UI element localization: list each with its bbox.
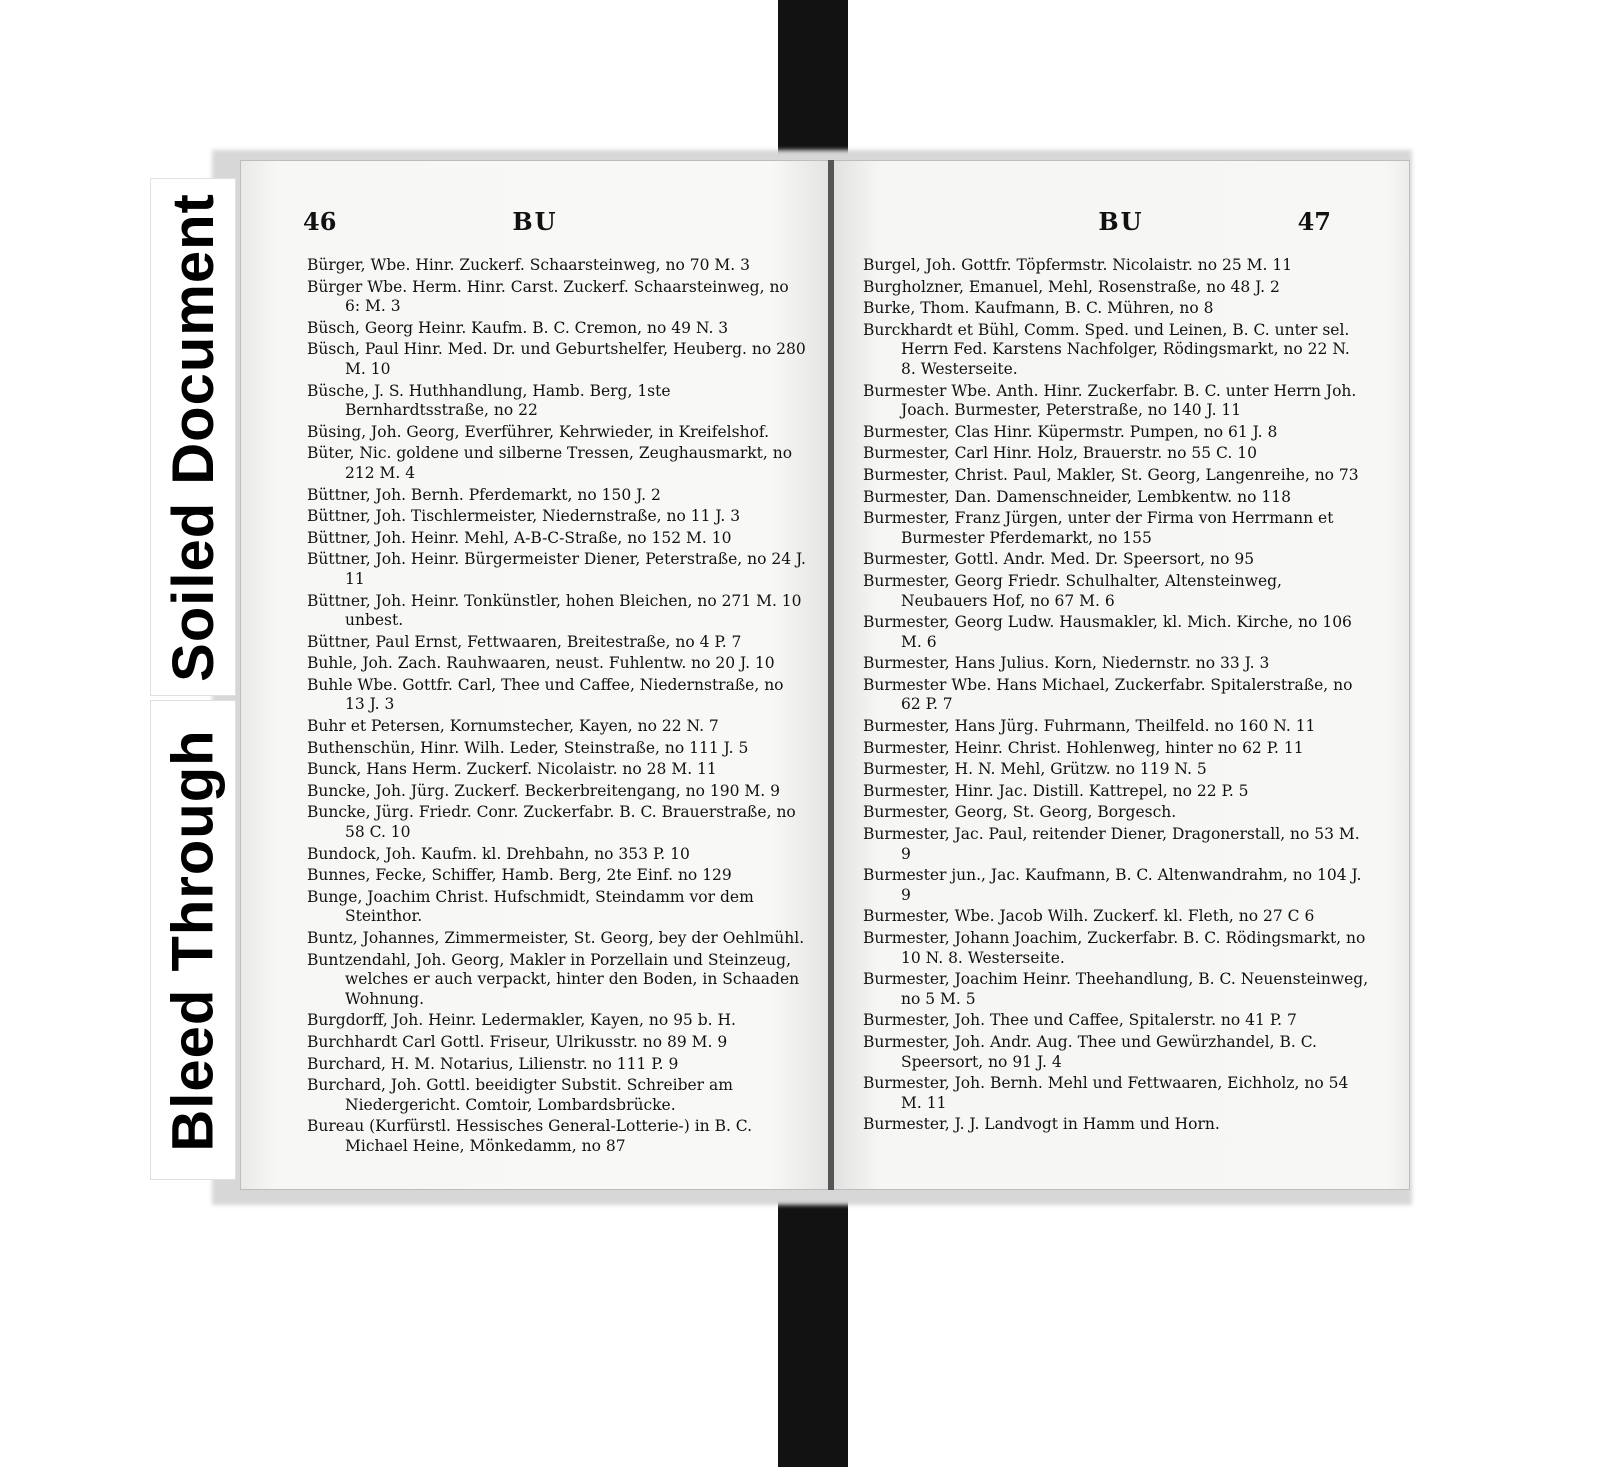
directory-entry: Burmester, Hans Julius. Korn, Niedernstr. no 33 J. 3 — [863, 654, 1270, 673]
directory-entry: Buthenschün, Hinr. Wilh. Leder, Steinstraße, no 111 J. 5 — [307, 738, 749, 757]
directory-entry: Büsing, Joh. Georg, Everführer, Kehrwieder, in Kreifelshof. — [307, 422, 770, 441]
directory-entry: Bundock, Joh. Kaufm. kl. Drehbahn, no 353 P. 10 — [307, 844, 690, 863]
directory-entry: Burmester, Carl Hinr. Holz, Brauerstr. no 55 C. 10 — [863, 444, 1257, 463]
right-directory-list — [863, 256, 1369, 1137]
directory-entry: Burmester, Georg Friedr. Schulhalter, Altensteinweg, Neubauers Hof, no 67 M. 6 — [863, 571, 1282, 610]
directory-entry: Büttner, Joh. Tischlermeister, Niedernstraße, no 11 J. 3 — [307, 507, 741, 526]
directory-entry: Buncke, Jürg. Friedr. Conr. Zuckerfabr. B. C. Brauerstraße, no 58 C. 10 — [307, 803, 796, 842]
directory-entry: Burchard, Joh. Gottl. beeidigter Substit. Schreiber am Niedergericht. Comtoir, Lombardsbrücke. — [307, 1076, 733, 1114]
directory-entry: Burmester Wbe. Hans Michael, Zuckerfabr. Spitalerstraße, no 62 P. 7 — [863, 675, 1353, 714]
bleed-through-label — [150, 700, 236, 1180]
book-gutter — [828, 160, 834, 1190]
right-page-header — [833, 207, 1409, 247]
directory-entry: Bunnes, Fecke, Schiffer, Hamb. Berg, 2te Einf. no 129 — [307, 866, 732, 885]
directory-entry: Burmester, Joh. Thee und Caffee, Spitalerstr. no 41 P. 7 — [863, 1011, 1297, 1030]
directory-entry: Burmester, H. N. Mehl, Grützw. no 119 N. 5 — [863, 760, 1207, 779]
directory-entry: Büttner, Joh. Heinr. Tonkünstler, hohen Bleichen, no 271 M. 10 unbest. — [307, 591, 802, 630]
directory-entry: Büttner, Joh. Heinr. Mehl, A-B-C-Straße, no 152 M. 10 — [307, 528, 732, 547]
directory-entry: Büsche, J. S. Huthhandlung, Hamb. Berg, 1ste Bernhardtsstraße, no 22 — [307, 381, 671, 420]
directory-entry: Burmester, Jac. Paul, reitender Diener, Dragonerstall, no 53 M. 9 — [863, 825, 1360, 863]
directory-entry: Burmester, Hans Jürg. Fuhrmann, Theilfeld. no 160 N. 11 — [863, 717, 1316, 736]
soiled-document-text: Soiled Document — [160, 192, 226, 682]
left-directory-list — [307, 256, 807, 1159]
directory-entry: Burke, Thom. Kaufmann, B. C. Mühren, no 8 — [863, 299, 1214, 318]
directory-entry: Bürger Wbe. Herm. Hinr. Carst. Zuckerf. Schaarsteinweg, no 6: M. 3 — [307, 277, 789, 316]
directory-entry: Burmester, Georg, St. Georg, Borgesch. — [863, 803, 1177, 822]
right-running-head: BU — [1098, 207, 1144, 236]
directory-entry: Burmester Wbe. Anth. Hinr. Zuckerfabr. B. C. unter Herrn Joh. Joach. Burmester, Peterstraße, no 140 J. 11 — [863, 381, 1357, 420]
left-page — [240, 160, 830, 1190]
directory-entry: Burmester, J. J. Landvogt in Hamm und Horn. — [863, 1115, 1220, 1134]
left-page-header — [241, 207, 829, 247]
directory-entry: Burmester, Joh. Bernh. Mehl und Fettwaaren, Eichholz, no 54 M. 11 — [863, 1074, 1349, 1112]
directory-entry: Buhle, Joh. Zach. Rauhwaaren, neust. Fuhlentw. no 20 J. 10 — [307, 654, 775, 673]
binding-strip-bottom — [778, 1195, 848, 1467]
directory-entry: Buhle Wbe. Gottfr. Carl, Thee und Caffee, Niedernstraße, no 13 J. 3 — [307, 675, 784, 714]
soiled-document-label — [150, 178, 236, 696]
directory-entry: Bureau (Kurfürstl. Hessisches General-Lotterie-) in B. C. Michael Heine, Mönkedamm, no 87 — [307, 1117, 753, 1155]
directory-entry: Burmester, Wbe. Jacob Wilh. Zuckerf. kl. Fleth, no 27 C 6 — [863, 907, 1315, 926]
directory-entry: Büsch, Paul Hinr. Med. Dr. und Geburtshelfer, Heuberg. no 280 M. 10 — [307, 340, 806, 378]
directory-entry: Büttner, Paul Ernst, Fettwaaren, Breitestraße, no 4 P. 7 — [307, 632, 742, 651]
directory-entry: Büsch, Georg Heinr. Kaufm. B. C. Cremon, no 49 N. 3 — [307, 318, 729, 337]
directory-entry: Burmester, Dan. Damenschneider, Lembkentw. no 118 — [863, 487, 1291, 506]
directory-entry: Buntz, Johannes, Zimmermeister, St. Georg, bey der Oehlmühl. — [307, 929, 805, 947]
directory-entry: Burmester, Heinr. Christ. Hohlenweg, hinter no 62 P. 11 — [863, 738, 1304, 757]
right-page-number: 47 — [1297, 207, 1331, 236]
directory-entry: Burmester, Franz Jürgen, unter der Firma von Herrmann et Burmester Pferdemarkt, no 155 — [863, 509, 1334, 547]
left-page-number: 46 — [303, 207, 337, 236]
right-page — [832, 160, 1410, 1190]
directory-entry: Büter, Nic. goldene und silberne Tressen, Zeughausmarkt, no 212 M. 4 — [307, 444, 793, 482]
directory-entry: Burgdorff, Joh. Heinr. Ledermakler, Kayen, no 95 b. H. — [307, 1011, 736, 1030]
bleed-through-text: Bleed Through — [160, 728, 226, 1152]
directory-entry: Buncke, Joh. Jürg. Zuckerf. Beckerbreitengang, no 190 M. 9 — [307, 781, 780, 800]
directory-entry: Burmester, Joachim Heinr. Theehandlung, B. C. Neuensteinweg, no 5 M. 5 — [863, 970, 1369, 1008]
directory-entry: Buntzendahl, Joh. Georg, Makler in Porzellain und Steinzeug, welches er auch verpackt, hinter den Boden, in Schaaden Wohnung. — [307, 950, 800, 1008]
directory-entry: Bürger, Wbe. Hinr. Zuckerf. Schaarsteinweg, no 70 M. 3 — [307, 256, 750, 274]
directory-entry: Burchard, H. M. Notarius, Lilienstr. no 111 P. 9 — [307, 1054, 679, 1073]
directory-entry: Bunck, Hans Herm. Zuckerf. Nicolaistr. no 28 M. 11 — [307, 760, 717, 779]
directory-entry: Burmester jun., Jac. Kaufmann, B. C. Altenwandrahm, no 104 J. 9 — [863, 866, 1362, 904]
directory-entry: Burmester, Christ. Paul, Makler, St. Georg, Langenreihe, no 73 — [863, 465, 1359, 484]
directory-entry: Büttner, Joh. Bernh. Pferdemarkt, no 150 J. 2 — [307, 485, 661, 504]
binding-strip-top — [778, 0, 848, 162]
directory-entry: Burmester, Gottl. Andr. Med. Dr. Speersort, no 95 — [863, 550, 1255, 569]
directory-entry: Burchhardt Carl Gottl. Friseur, Ulrikusstr. no 89 M. 9 — [307, 1032, 728, 1051]
directory-entry: Burmester, Georg Ludw. Hausmakler, kl. Mich. Kirche, no 106 M. 6 — [863, 613, 1352, 651]
directory-entry: Burgel, Joh. Gottfr. Töpfermstr. Nicolaistr. no 25 M. 11 — [863, 256, 1293, 274]
directory-entry: Burmester, Clas Hinr. Küpermstr. Pumpen, no 61 J. 8 — [863, 422, 1278, 441]
left-running-head: BU — [512, 207, 558, 236]
directory-entry: Bunge, Joachim Christ. Hufschmidt, Steindamm vor dem Steinthor. — [307, 887, 754, 926]
directory-entry: Burmester, Hinr. Jac. Distill. Kattrepel, no 22 P. 5 — [863, 781, 1249, 800]
directory-entry: Burgholzner, Emanuel, Mehl, Rosenstraße, no 48 J. 2 — [863, 277, 1280, 296]
directory-entry: Burmester, Joh. Andr. Aug. Thee und Gewürzhandel, B. C. Speersort, no 91 J. 4 — [863, 1032, 1317, 1071]
directory-entry: Burckhardt et Bühl, Comm. Sped. und Leinen, B. C. unter sel. Herrn Fed. Karstens Nachfolger, Rödingsmarkt, no 22 N. 8. Westerseite. — [863, 320, 1350, 378]
directory-entry: Buhr et Petersen, Kornumstecher, Kayen, no 22 N. 7 — [307, 717, 719, 736]
directory-entry: Burmester, Johann Joachim, Zuckerfabr. B. C. Rödingsmarkt, no 10 N. 8. Westerseite. — [863, 929, 1366, 967]
directory-entry: Büttner, Joh. Heinr. Bürgermeister Diener, Peterstraße, no 24 J. 11 — [307, 550, 806, 588]
